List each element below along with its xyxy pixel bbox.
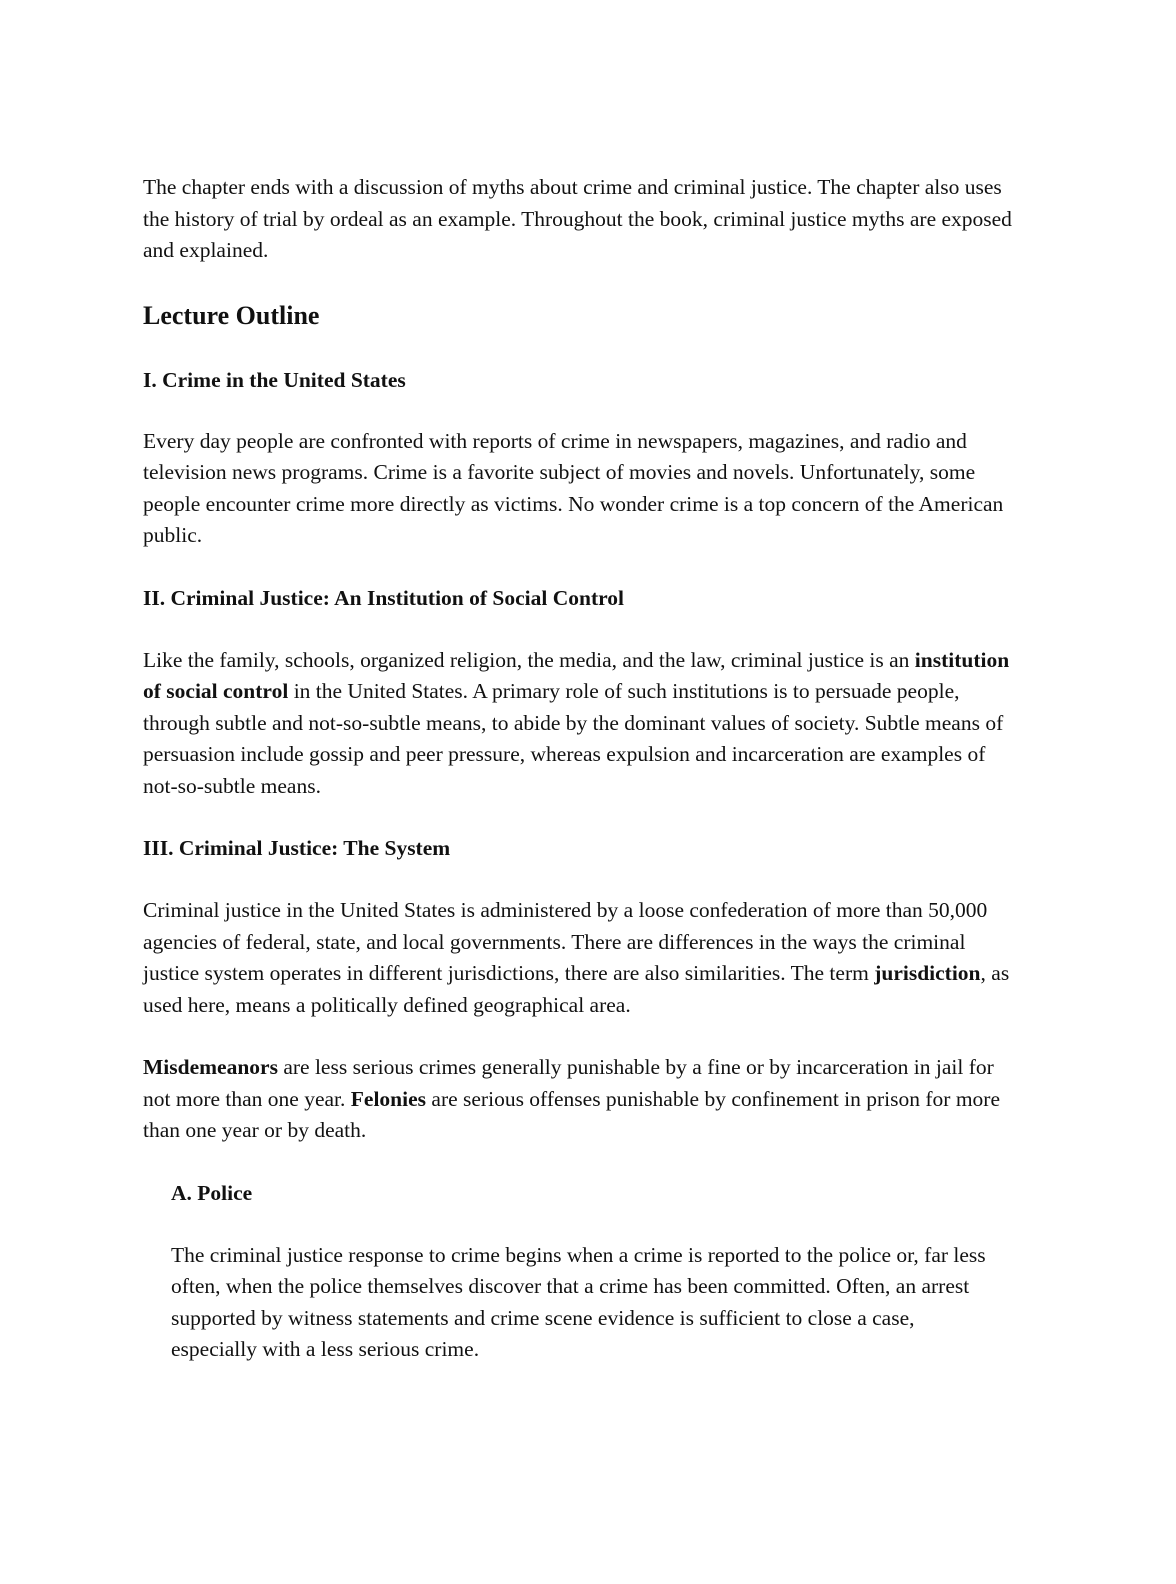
subsection-heading-police: A. Police <box>171 1180 253 1205</box>
text-run: are serious offenses punishable by confinement in prison for more than one year or by death. <box>143 1086 1001 1142</box>
section-social-control-paragraph <box>143 645 1023 803</box>
section-heading-social-control: II. Criminal Justice: An Institution of Social Control <box>143 585 624 610</box>
text-run: , as used here, means a politically defined geographical area. <box>143 961 1010 1017</box>
section-system-paragraph-1 <box>143 895 1023 1021</box>
section-crime-in-us-paragraph: Every day people are confronted with reports of crime in newspapers, magazines, and radio and television news programs. Crime is a favorite subject of movies and novels. Unfortunately, some people encounter crime more directly as victims. No wonder crime is a top concern of the American public. <box>143 428 1004 547</box>
text-run: in the United States. A primary role of such institutions is to persuade people, through subtle and not-so-subtle means, to abide by the dominant values of society. Subtle means of persuasion include gossip and peer pressure, whereas expulsion and incarceration are examples of not-so-subtle means. <box>143 679 1004 798</box>
section-heading-crime-in-us: I. Crime in the United States <box>143 367 406 392</box>
term-felonies: Felonies <box>350 1086 427 1111</box>
lecture-outline-heading: Lecture Outline <box>143 300 320 330</box>
text-run: are less serious crimes generally punishable by a fine or by incarceration in jail for not more than one year. <box>143 1055 994 1111</box>
text-run: Criminal justice in the United States is administered by a loose confederation of more than 50,000 agencies of federal, state, and local governments. There are differences in the ways the criminal justice system operates in different jurisdictions, there are also similarities. The term <box>143 898 988 985</box>
intro-paragraph: The chapter ends with a discussion of myths about crime and criminal justice. The chapter also uses the history of trial by ordeal as an example. Throughout the book, criminal justice myths are exposed and explained. <box>143 175 1012 262</box>
section-heading-the-system: III. Criminal Justice: The System <box>143 836 451 860</box>
term-institution-of-social-control: institution of social control <box>143 647 1010 703</box>
section-system-paragraph-2 <box>143 1052 1023 1147</box>
text-run: Like the family, schools, organized religion, the media, and the law, criminal justice is an <box>143 647 915 672</box>
term-misdemeanors: Misdemeanors <box>143 1055 278 1079</box>
document-page <box>143 172 1023 1366</box>
subsection-police-paragraph: The criminal justice response to crime begins when a crime is reported to the police or, far less often, when the police themselves discover that a crime has been committed. Often, an arrest supported by witness statements and crime scene evidence is sufficient to close a case, especially with a less serious crime. <box>171 1242 986 1361</box>
term-jurisdiction: jurisdiction <box>874 961 981 985</box>
